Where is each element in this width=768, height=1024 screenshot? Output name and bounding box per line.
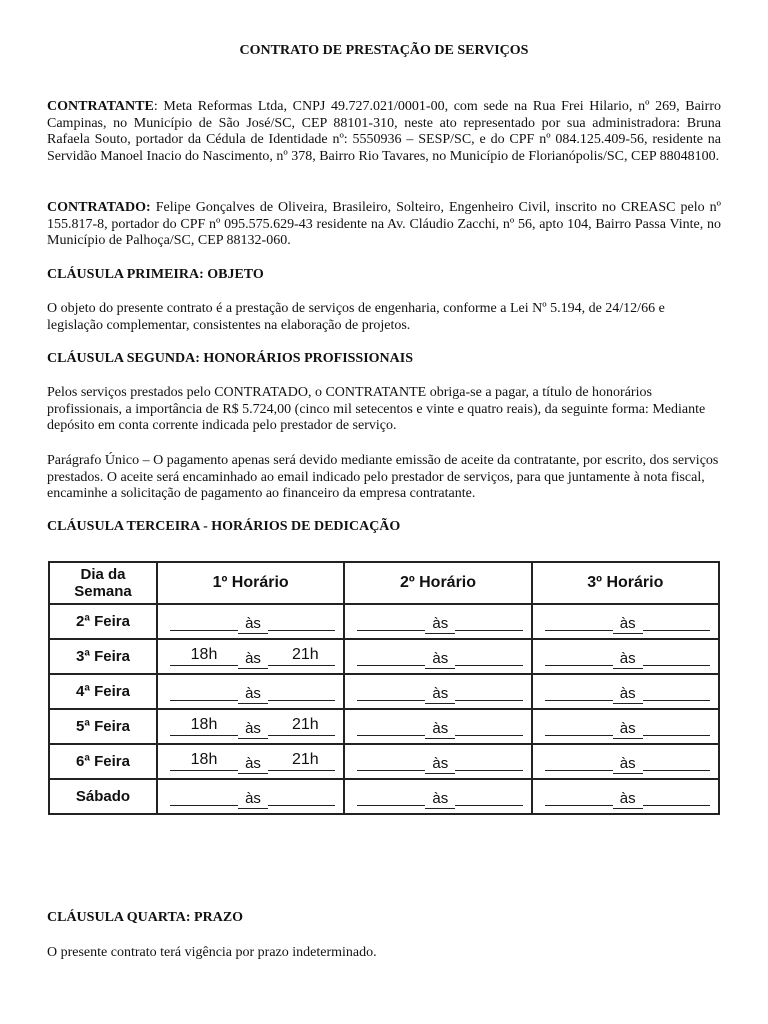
slot-end-time	[455, 715, 522, 736]
schedule-slot-3	[532, 639, 719, 674]
slot-end-time: 21h	[268, 715, 335, 736]
slot-separator: às	[425, 790, 455, 809]
slot-separator: às	[425, 755, 455, 774]
clausula-quarta-heading: CLÁUSULA QUARTA: PRAZO	[47, 910, 244, 925]
schedule-row	[49, 674, 719, 709]
header-col2: 2º Horário	[344, 562, 531, 604]
clausula-segunda-heading: CLÁUSULA SEGUNDA: HONORÁRIOS PROFISSIONAIS	[47, 351, 414, 366]
slot-start-time: 18h	[170, 645, 238, 666]
slot-end-time	[643, 680, 710, 701]
schedule-row	[49, 709, 719, 744]
slot-start-time: 18h	[170, 750, 238, 771]
slot-separator: às	[425, 720, 455, 739]
slot-separator: às	[238, 790, 268, 809]
schedule-day: 4ª Feira	[49, 674, 157, 709]
contratado-text: Felipe Gonçalves de Oliveira, Brasileiro, Solteiro, Engenheiro Civil, inscrito no CREASC pelo nº 155.817-8, portador do CPF nº 095.575.629-43 residente na Av. Cláudio Zacchi, nº 56, apto 104, Bairro Passa Vinte, no Município de Palhoça/SC, CEP 88132-060.	[47, 200, 721, 248]
slot-end-time	[455, 680, 522, 701]
slot-separator: às	[238, 650, 268, 669]
slot-separator: às	[425, 685, 455, 704]
schedule-day: Sábado	[49, 779, 157, 814]
slot-end-time	[268, 785, 335, 806]
slot-end-time	[455, 750, 522, 771]
schedule-slot-1	[157, 709, 344, 744]
slot-separator: às	[613, 720, 643, 739]
slot-end-time	[268, 610, 335, 631]
header-day-line2: Semana	[74, 583, 132, 600]
slot-start-time	[545, 785, 613, 806]
contratado-label: CONTRATADO:	[47, 200, 151, 215]
slot-start-time	[545, 715, 613, 736]
header-col1: 1º Horário	[157, 562, 344, 604]
schedule-day: 6ª Feira	[49, 744, 157, 779]
slot-start-time	[545, 645, 613, 666]
slot-separator: às	[238, 685, 268, 704]
schedule-slot-3	[532, 709, 719, 744]
clausula-quarta-text: O presente contrato terá vigência por prazo indeterminado.	[47, 945, 377, 960]
slot-start-time	[357, 715, 425, 736]
slot-separator: às	[613, 755, 643, 774]
schedule-slot-1	[157, 674, 344, 709]
slot-end-time	[455, 610, 522, 631]
slot-start-time	[357, 610, 425, 631]
slot-separator: às	[613, 615, 643, 634]
schedule-slot-3	[532, 674, 719, 709]
schedule-table	[48, 561, 720, 815]
schedule-slot-2	[344, 709, 531, 744]
slot-start-time	[357, 680, 425, 701]
contratante-paragraph	[47, 99, 721, 165]
slot-separator: às	[425, 615, 455, 634]
clausula-terceira-heading: CLÁUSULA TERCEIRA - HORÁRIOS DE DEDICAÇÃO	[47, 519, 401, 534]
slot-end-time	[643, 715, 710, 736]
schedule-row	[49, 604, 719, 639]
slot-separator: às	[613, 790, 643, 809]
slot-separator: às	[238, 720, 268, 739]
slot-end-time	[643, 610, 710, 631]
slot-end-time: 21h	[268, 645, 335, 666]
schedule-row	[49, 779, 719, 814]
schedule-slot-1	[157, 779, 344, 814]
schedule-slot-2	[344, 744, 531, 779]
schedule-slot-3	[532, 604, 719, 639]
slot-start-time	[545, 680, 613, 701]
slot-separator: às	[425, 650, 455, 669]
paragrafo-unico: Parágrafo Único – O pagamento apenas será devido mediante emissão de aceite da contratante, por escrito, dos serviços prestados. O aceite será encaminhado ao email indicado pelo prestador de serviços, para que juntamente à nota fiscal, encaminhe a solicitação de pagamento ao financeiro da empresa contratante.	[47, 453, 719, 501]
schedule-row	[49, 639, 719, 674]
slot-end-time	[455, 645, 522, 666]
schedule-slot-2	[344, 779, 531, 814]
clausula-primeira-text: O objeto do presente contrato é a prestação de serviços de engenharia, conforme a Lei Nº 5.194, de 24/12/66 e legislação complementar, consistentes na elaboração de projetos.	[47, 301, 665, 333]
schedule-slot-1	[157, 604, 344, 639]
schedule-slot-2	[344, 674, 531, 709]
schedule-day: 3ª Feira	[49, 639, 157, 674]
slot-end-time	[268, 680, 335, 701]
slot-separator: às	[613, 685, 643, 704]
schedule-day: 5ª Feira	[49, 709, 157, 744]
schedule-slot-3	[532, 744, 719, 779]
schedule-slot-2	[344, 604, 531, 639]
slot-end-time	[643, 750, 710, 771]
slot-end-time	[643, 785, 710, 806]
slot-end-time: 21h	[268, 750, 335, 771]
slot-start-time	[545, 750, 613, 771]
slot-start-time	[170, 785, 238, 806]
slot-start-time	[545, 610, 613, 631]
schedule-slot-3	[532, 779, 719, 814]
schedule-slot-2	[344, 639, 531, 674]
schedule-day: 2ª Feira	[49, 604, 157, 639]
contratante-text: : Meta Reformas Ltda, CNPJ 49.727.021/0001-00, com sede na Rua Frei Hilario, nº 269, Bairro Campinas, no Município de São José/SC, CEP 88101-310, neste ato representado por sua administradora: Bruna Rafaela Souto, portador da Cédula de Identidade nº: 5550936 – SESP/SC, e do CPF nº 084.125.409-56, residente na Servidão Manoel Inacio do Nascimento, nº 378, Bairro Rio Tavares, no Município de Florianópolis/SC, CEP 88048100.	[47, 99, 721, 164]
contratante-label: CONTRATANTE	[47, 99, 154, 114]
slot-start-time	[170, 610, 238, 631]
header-col3: 3º Horário	[532, 562, 719, 604]
slot-start-time: 18h	[170, 715, 238, 736]
slot-end-time	[455, 785, 522, 806]
slot-start-time	[357, 785, 425, 806]
contratado-paragraph	[47, 200, 721, 250]
header-day	[49, 562, 157, 604]
schedule-header-row	[49, 562, 719, 604]
schedule-slot-1	[157, 639, 344, 674]
schedule-slot-1	[157, 744, 344, 779]
slot-separator: às	[613, 650, 643, 669]
slot-end-time	[643, 645, 710, 666]
slot-start-time	[357, 750, 425, 771]
clausula-segunda-text: Pelos serviços prestados pelo CONTRATADO, o CONTRATANTE obriga-se a pagar, a título de honorários profissionais, a importância de R$ 5.724,00 (cinco mil setecentos e vinte e quatro reais), da seguinte forma: Mediante depósito em conta corrente indicada pelo prestador de serviço.	[47, 385, 706, 433]
slot-separator: às	[238, 755, 268, 774]
slot-separator: às	[238, 615, 268, 634]
slot-start-time	[170, 680, 238, 701]
document-title: CONTRATO DE PRESTAÇÃO DE SERVIÇOS	[239, 43, 529, 58]
schedule-row	[49, 744, 719, 779]
clausula-primeira-heading: CLÁUSULA PRIMEIRA: OBJETO	[47, 267, 264, 282]
header-day-line1: Dia da	[80, 566, 126, 583]
slot-start-time	[357, 645, 425, 666]
